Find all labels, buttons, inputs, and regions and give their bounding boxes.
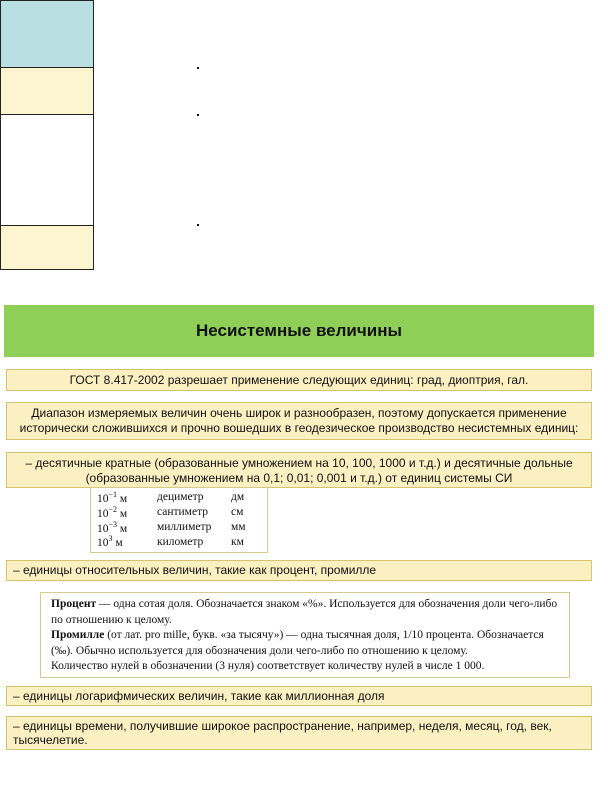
table-cell-blue: [0, 0, 94, 68]
zeros-definition: Количество нулей в обозначении (3 нуля) соответствует количеству нулей в числе 1 000.: [51, 660, 485, 672]
bullet-dot: [197, 114, 199, 116]
log-box: – единицы логарифмических величин, такие как миллионная доля: [6, 686, 592, 706]
percent-term: Процент: [51, 598, 97, 610]
time-box: – единицы времени, получившие широкое распространение, например, неделя, месяц, год, век, тысячелетие.: [6, 716, 592, 750]
percent-definition: Процент — одна сотая доля. Обозначается знаком «%». Используется для обозначения доли чего-либо по отношению к целому.: [51, 598, 558, 626]
table-cell-yellow-1: [0, 67, 94, 115]
gost-box: ГОСТ 8.417-2002 разрешает применение следующих единиц: град, диоптрия, гал.: [6, 369, 592, 391]
definitions-note: [40, 592, 570, 678]
units-row: $10^{-1}$ м дециметр дм: [97, 490, 245, 505]
table-cell-yellow-2: [0, 225, 94, 270]
units-row: $10^{-2}$ м сантиметр см: [97, 504, 244, 520]
slide-title: Несистемные величины: [4, 305, 594, 357]
promille-term: Промилле: [51, 629, 105, 641]
promille-definition: Промилле (от лат. pro mille, букв. «за тысячу») — одна тысячная доля, 1/10 процента. Обозначается (‰). Обычно используется для обозначения доли чего-либо по отношению к целому.: [51, 629, 544, 657]
units-row: $10^3$ м километр км: [97, 534, 244, 550]
bullet-dot: [197, 67, 199, 69]
units-table: [90, 487, 268, 553]
range-box: Диапазон измеряемых величин очень широк и разнообразен, поэтому допускается применение исторически сложившихся и прочно вошедших в геодезическое производство несистемных единиц:: [6, 402, 592, 440]
decimal-box: – десятичные кратные (образованные умножением на 10, 100, 1000 и т.д.) и десятичные дольные (образованные умножением на 0,1; 0,01; 0,001 и т.д.) от единиц системы СИ: [6, 452, 592, 488]
relative-box: – единицы относительных величин, такие как процент, промилле: [6, 560, 592, 581]
table-cell-white: [0, 114, 94, 226]
bullet-dot: [197, 224, 199, 226]
units-row: $10^{-3}$ м миллиметр мм: [97, 519, 246, 535]
